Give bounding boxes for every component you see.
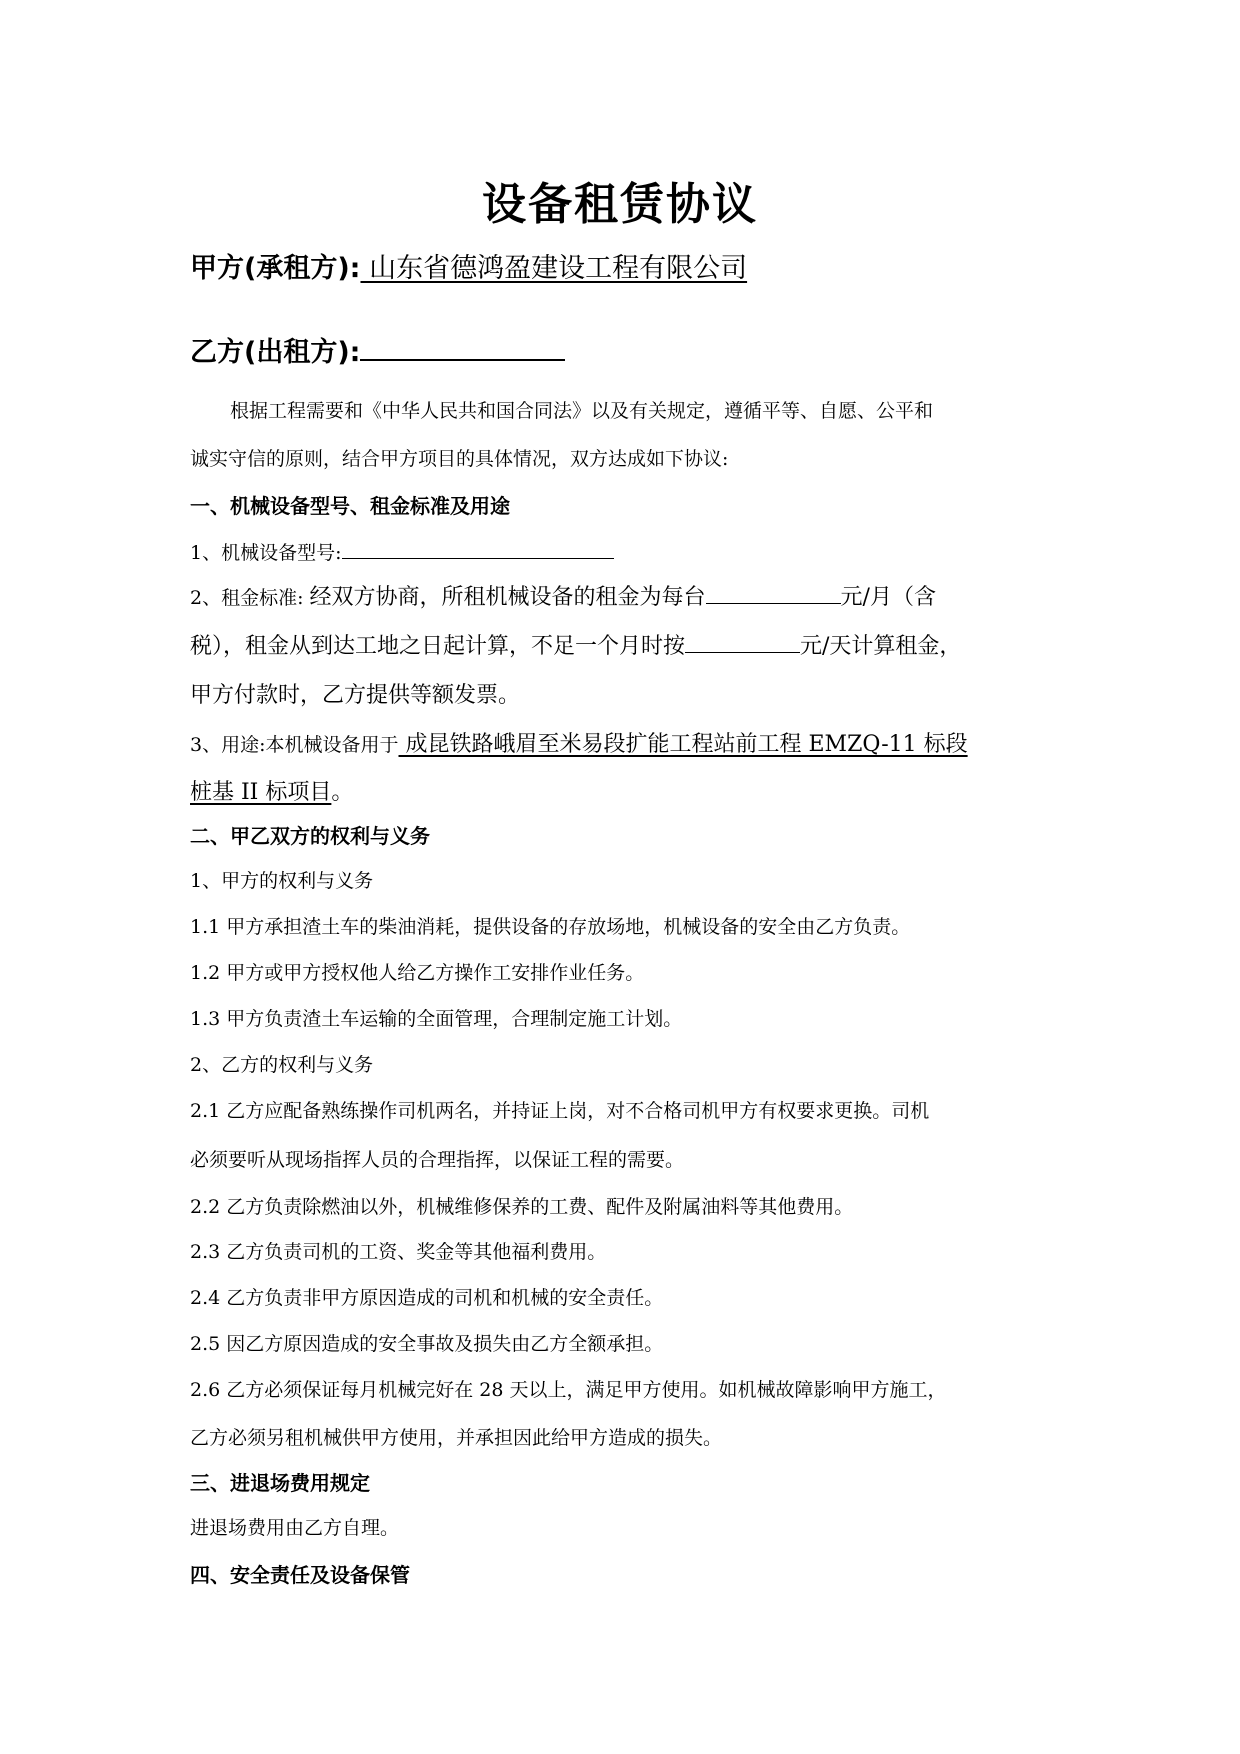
section-3-text: 进退场费用由乙方自理。 <box>190 1517 400 1539</box>
section-1-heading: 一、机械设备型号、租金标准及用途 <box>190 494 510 518</box>
party-b-item: 2.6 乙方必须保证每月机械完好在 28 天以上，满足甲方使用。如机械故障影响甲方施工， <box>190 1379 947 1401</box>
section-4-heading: 四、安全责任及设备保管 <box>190 1563 410 1587</box>
equipment-model-label: 1、机械设备型号: <box>190 542 342 564</box>
rent-standard-line-1 <box>190 580 936 611</box>
party-b-label: 乙方(出租方): <box>190 337 361 368</box>
rent-standard-text-2: 税），租金从到达工地之日起计算，不足一个月时按 <box>190 634 686 659</box>
rent-standard-suffix-1: 元/月（含 <box>840 585 936 610</box>
party-a-rights-title: 1、甲方的权利与义务 <box>190 870 374 892</box>
rent-standard-prefix: 2、租金标准: <box>190 587 310 609</box>
section-2-heading: 二、甲乙双方的权利与义务 <box>190 824 430 848</box>
party-a-label: 甲方(承租方): <box>190 253 361 284</box>
document-title: 设备租赁协议 <box>482 179 758 230</box>
rent-standard-suffix-2: 元/天计算租金， <box>800 634 962 659</box>
equipment-model-line <box>190 538 614 565</box>
party-a-item: 1.2 甲方或甲方授权他人给乙方操作工安排作业任务。 <box>190 962 645 984</box>
monthly-rent-blank <box>706 585 841 604</box>
usage-prefix: 3、用途:本机械设备用于 <box>190 734 399 756</box>
party-b-blank <box>360 337 565 361</box>
party-a-value: 山东省德鸿盈建设工程有限公司 <box>360 253 748 284</box>
rent-standard-line-2 <box>190 629 961 660</box>
intro-line-2: 诚实守信的原则，结合甲方项目的具体情况，双方达成如下协议: <box>190 448 729 470</box>
party-b-item: 2.5 因乙方原因造成的安全事故及损失由乙方全额承担。 <box>190 1333 664 1355</box>
party-a-line <box>190 246 747 285</box>
rent-standard-line-3: 甲方付款时，乙方提供等额发票。 <box>190 683 521 708</box>
party-b-item: 2.3 乙方负责司机的工资、奖金等其他福利费用。 <box>190 1241 607 1263</box>
party-a-item: 1.1 甲方承担渣土车的柴油消耗，提供设备的存放场地，机械设备的安全由乙方负责。 <box>190 916 911 938</box>
usage-project-line-1: 成昆铁路峨眉至米易段扩能工程站前工程 EMZQ-11 标段 <box>398 732 968 757</box>
usage-line-1 <box>190 727 968 758</box>
party-a-item: 1.3 甲方负责渣土车运输的全面管理，合理制定施工计划。 <box>190 1008 683 1030</box>
equipment-model-blank <box>342 540 614 559</box>
party-b-item: 2.4 乙方负责非甲方原因造成的司机和机械的安全责任。 <box>190 1287 664 1309</box>
section-3-heading: 三、进退场费用规定 <box>190 1471 370 1495</box>
usage-end: 。 <box>331 780 354 805</box>
usage-project-line-2: 桩基 II 标项目 <box>190 780 332 805</box>
usage-line-2 <box>190 775 353 806</box>
rent-standard-text-1: 经双方协商，所租机械设备的租金为每台 <box>309 585 706 610</box>
daily-rent-blank <box>685 634 800 653</box>
party-b-rights-title: 2、乙方的权利与义务 <box>190 1054 374 1076</box>
party-b-item: 2.1 乙方应配备熟练操作司机两名，并持证上岗，对不合格司机甲方有权要求更换。司机 <box>190 1100 930 1122</box>
party-b-item: 乙方必须另租机械供甲方使用，并承担因此给甲方造成的损失。 <box>190 1427 723 1449</box>
party-b-item: 必须要听从现场指挥人员的合理指挥，以保证工程的需要。 <box>190 1149 685 1171</box>
intro-line-1: 根据工程需要和《中华人民共和国合同法》以及有关规定，遵循平等、自愿、公平和 <box>230 400 934 422</box>
party-b-item: 2.2 乙方负责除燃油以外，机械维修保养的工费、配件及附属油料等其他费用。 <box>190 1196 854 1218</box>
party-b-line <box>190 330 565 369</box>
